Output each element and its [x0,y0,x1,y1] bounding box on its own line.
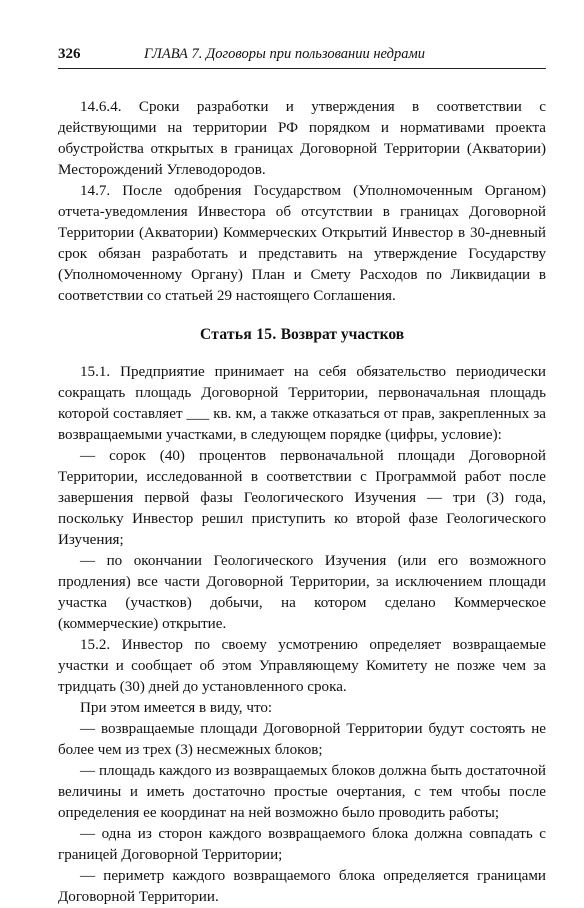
paragraph-14-7: 14.7. После одобрения Государством (Уполномоченным Органом) отчета-уведомления Инвестора об отсутствии в границах Договорной Территории (Акватории) Коммерческих Открытий Инвестор в 30-дневный срок обязан разработать и представить на утверждение Государству (Уполномоченному Органу) План и Смету Расходов по Ликвидации в соответствии со статьей 29 настоящего Соглашения. [58,183,546,304]
list-item-after-exploration: — по окончании Геологического Изучения (или его возможного продления) все части Договорной Территории, за исключением площади участка (участков) добычи, на котором сделано Коммерческое (коммерческие) открытие. [58,553,546,632]
list-item-three-blocks: — возвращаемые площади Договорной Территории будут состоять не более чем из трех (3) несмежных блоков; [58,721,546,758]
running-head: ГЛАВА 7. Договоры при пользовании недрами [144,46,425,62]
paragraph-15-1: 15.1. Предприятие принимает на себя обязательство периодически сокращать площадь Договорной Территории, первоначальная площадь которой составляет ___ кв. км, а также отказаться от прав, закрепленных за возвращаемыми участками, в следующем порядке (цифры, условие): [58,364,546,443]
paragraph-15-2: 15.2. Инвестор по своему усмотрению определяет возвращаемые участки и сообщает об этом Управляющему Комитету не позже чем за тридцать (30) дней до установленного срока. [58,637,546,695]
list-item-forty-percent: — сорок (40) процентов первоначальной площади Договорной Территории, исследованной в соответствии с Программой работ после завершения первой фазы Геологического Изучения — три (3) года, поскольку Инвестор решил приступить ко второй фазе Геологического Изучения; [58,448,546,548]
section-prefix: Статья 15. [199,326,277,343]
page-number: 326 [58,46,81,62]
section-heading [58,307,546,362]
paragraph-14-6-4: 14.6.4. Сроки разработки и утверждения в соответствии с действующими на территории РФ порядком и нормативами проекта обустройства открытых в границах Договорной Территории (Акватории) Месторождений Углеводородов. [58,99,546,178]
paragraph-conditions-intro: При этом имеется в виду, что: [80,700,273,716]
page-header [58,46,546,69]
list-item-block-side: — одна из сторон каждого возвращаемого блока должна совпадать с границей Договорной Территории; [58,826,546,863]
document-page [58,46,546,908]
list-item-block-area: — площадь каждого из возвращаемых блоков должна быть достаточной величины и иметь достаточно простые очертания, с тем чтобы после определения ее координат на ней возможно было проводить работы; [58,763,546,821]
section-title: Возврат участков [280,326,405,343]
list-item-block-perimeter: — периметр каждого возвращаемого блока определяется границами Договорной Территории. [58,868,546,905]
